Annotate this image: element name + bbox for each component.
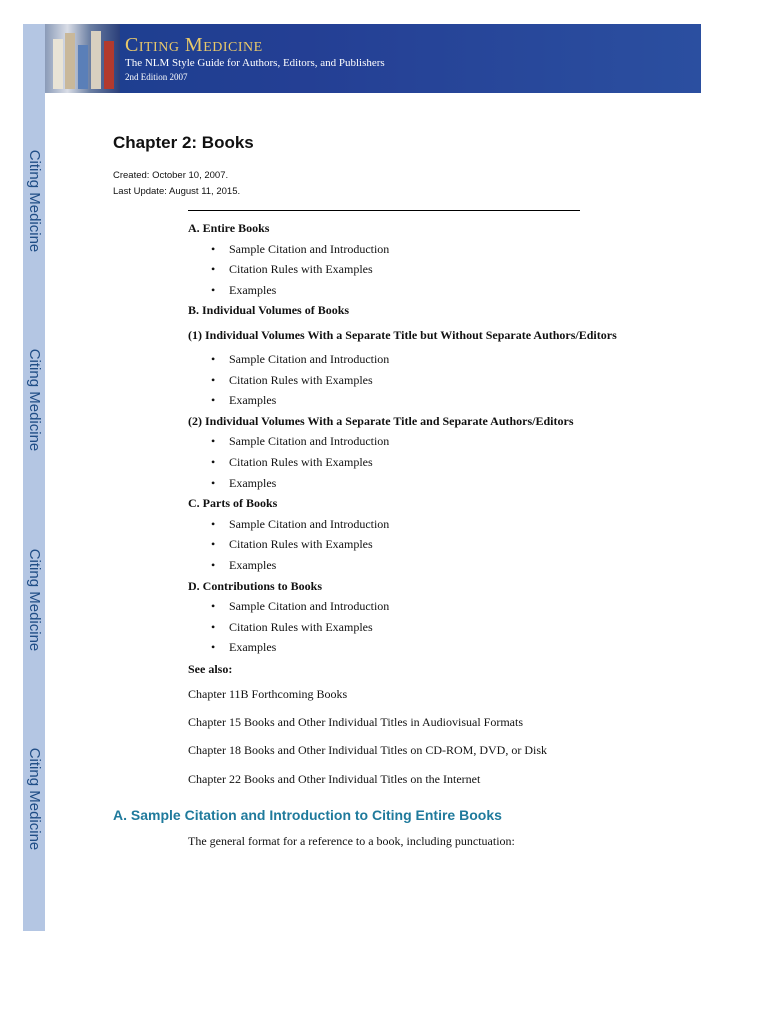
sidebar-label: Citing Medicine: [26, 548, 43, 652]
toc-link[interactable]: • Sample Citation and Introduction: [188, 431, 708, 452]
toc-list-a: [188, 239, 708, 301]
toc-link[interactable]: • Sample Citation and Introduction: [188, 596, 708, 617]
see-also-link[interactable]: Chapter 18 Books and Other Individual Titles on CD-ROM, DVD, or Disk: [188, 743, 547, 758]
toc-link[interactable]: • Sample Citation and Introduction: [188, 239, 708, 260]
sidebar-label: Citing Medicine: [26, 348, 43, 452]
table-of-contents: [188, 218, 708, 793]
sidebar-label: Citing Medicine: [26, 747, 43, 851]
see-also-label: See also:: [188, 661, 233, 676]
toc-link[interactable]: • Citation Rules with Examples: [188, 617, 708, 638]
see-also-link[interactable]: Chapter 22 Books and Other Individual Titles on the Internet: [188, 771, 481, 786]
banner-edition: 2nd Edition 2007: [125, 72, 188, 82]
books-image: [45, 24, 120, 93]
section-intro: The general format for a reference to a book, including punctuation:: [188, 834, 515, 848]
created-date: Created: October 10, 2007.: [113, 170, 229, 181]
page-title: Chapter 2: Books: [113, 133, 254, 152]
toc-heading-b1[interactable]: (1) Individual Volumes With a Separate Title but Without Separate Authors/Editors: [188, 327, 617, 342]
banner-title: Citing Medicine: [125, 34, 263, 56]
section-title: A. Sample Citation and Introduction to Citing Entire Books: [113, 807, 502, 823]
toc-heading-b2[interactable]: (2) Individual Volumes With a Separate Title and Separate Authors/Editors: [188, 413, 574, 428]
toc-link[interactable]: • Examples: [188, 280, 708, 301]
toc-heading-d[interactable]: D. Contributions to Books: [188, 578, 323, 593]
toc-list-b1: [188, 349, 708, 411]
toc-link[interactable]: • Citation Rules with Examples: [188, 259, 708, 280]
sidebar: [23, 24, 45, 931]
toc-link[interactable]: • Sample Citation and Introduction: [188, 514, 708, 535]
see-also-link[interactable]: Chapter 15 Books and Other Individual Titles in Audiovisual Formats: [188, 715, 523, 730]
banner-subtitle: The NLM Style Guide for Authors, Editors, and Publishers: [125, 57, 385, 69]
divider: [188, 210, 580, 211]
header-banner: [45, 24, 701, 93]
toc-link[interactable]: • Citation Rules with Examples: [188, 452, 708, 473]
sidebar-label: Citing Medicine: [26, 149, 43, 253]
toc-heading-b[interactable]: B. Individual Volumes of Books: [188, 303, 350, 318]
toc-link[interactable]: • Examples: [188, 473, 708, 494]
toc-list-c: [188, 514, 708, 576]
toc-list-b2: [188, 431, 708, 493]
toc-heading-a[interactable]: A. Entire Books: [188, 221, 270, 235]
see-also-link[interactable]: Chapter 11B Forthcoming Books: [188, 686, 348, 701]
toc-link[interactable]: • Sample Citation and Introduction: [188, 349, 708, 370]
toc-link[interactable]: • Examples: [188, 637, 708, 658]
toc-heading-c[interactable]: C. Parts of Books: [188, 496, 278, 511]
toc-link[interactable]: • Citation Rules with Examples: [188, 370, 708, 391]
last-update-date: Last Update: August 11, 2015.: [113, 186, 241, 197]
toc-link[interactable]: • Examples: [188, 390, 708, 411]
toc-link[interactable]: • Examples: [188, 555, 708, 576]
toc-list-d: [188, 596, 708, 658]
toc-link[interactable]: • Citation Rules with Examples: [188, 534, 708, 555]
